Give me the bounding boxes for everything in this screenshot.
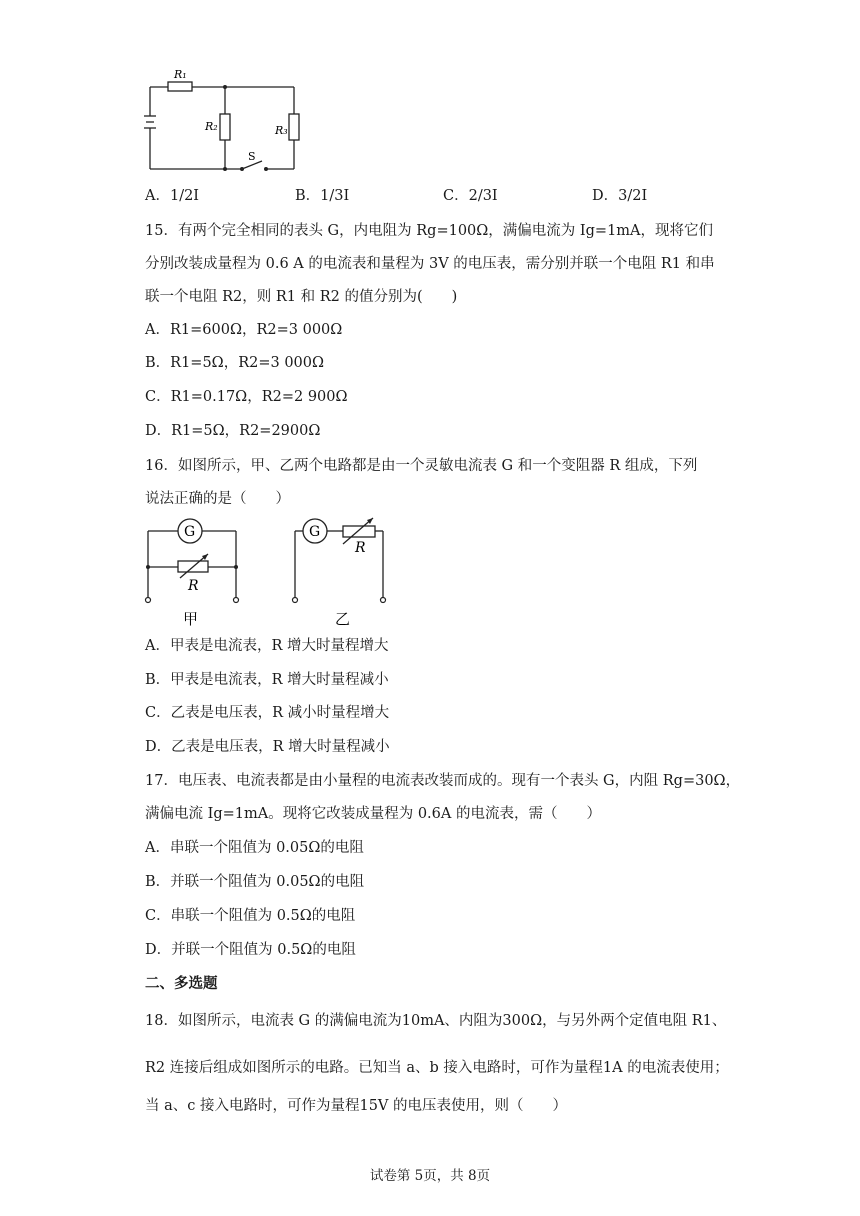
q17-option-c: C．串联一个阻值为 0.5Ω的电阻 (145, 908, 356, 924)
q14-option-d: D．3/2I (592, 188, 648, 204)
q14-option-c: C．2/3I (443, 188, 498, 204)
r-label-jia: R (188, 578, 199, 594)
q15-option-b: B．R1=5Ω，R2=3 000Ω (145, 355, 325, 371)
label-jia: 甲 (183, 610, 199, 628)
q16-option-b: B．甲表是电流表，R 增大时量程减小 (145, 672, 389, 688)
g-label-jia: G (184, 524, 196, 540)
label-r1: R₁ (174, 68, 187, 81)
label-r2: R₂ (205, 120, 218, 133)
q15-option-d: D．R1=5Ω，R2=2900Ω (145, 423, 321, 439)
q17-option-a: A．串联一个阻值为 0.05Ω的电阻 (145, 840, 364, 856)
circuit-diagram-yi (285, 514, 395, 628)
page-footer: 试卷第 5页，共 8页 (369, 1168, 491, 1184)
q16-line-2: 说法正确的是（ ） (145, 491, 290, 507)
q17-line-1: 17．电压表、电流表都是由小量程的电流表改装而成的。现有一个表头 G，内阻 Rg=30Ω， (145, 773, 741, 789)
q18-line-3: 当 a、c 接入电路时，可作为量程15V 的电压表使用，则（ ） (145, 1098, 568, 1114)
q16-option-a: A．甲表是电流表，R 增大时量程增大 (145, 638, 389, 654)
q17-option-d: D．并联一个阻值为 0.5Ω的电阻 (145, 942, 356, 958)
q18-line-1: 18．如图所示，电流表 G 的满偏电流为10mA、内阻为300Ω，与另外两个定值电阻 R1、 (145, 1013, 727, 1029)
q14-option-b: B．1/3I (295, 188, 350, 204)
r-label-yi: R (355, 540, 366, 556)
g-label-yi: G (309, 524, 321, 540)
q15-line-2: 分别改装成量程为 0.6 A 的电流表和量程为 3V 的电压表，需分别并联一个电阻 R1 和串 (145, 256, 715, 272)
q17-line-2: 满偏电流 Ig=1mA。现将它改装成量程为 0.6A 的电流表，需（ ） (145, 806, 601, 822)
q15-line-1: 15．有两个完全相同的表头 G，内电阻为 Rg=100Ω，满偏电流为 Ig=1mA，现将它们 (145, 223, 714, 239)
circuit-diagram-q14 (138, 66, 308, 176)
q17-option-b: B．并联一个阻值为 0.05Ω的电阻 (145, 874, 365, 890)
label-yi: 乙 (335, 610, 351, 628)
label-r3: R₃ (275, 124, 288, 137)
label-s: S (248, 150, 256, 163)
q14-option-a: A．1/2I (145, 188, 200, 204)
q18-line-2: R2 连接后组成如图所示的电路。已知当 a、b 接入电路时，可作为量程1A 的电流表使用； (145, 1060, 729, 1076)
q16-line-1: 16．如图所示，甲、乙两个电路都是由一个灵敏电流表 G 和一个变阻器 R 组成，下列 (145, 458, 698, 474)
q15-option-a: A．R1=600Ω，R2=3 000Ω (145, 322, 343, 338)
q15-option-c: C．R1=0.17Ω，R2=2 900Ω (145, 389, 348, 405)
section-heading: 二、多选题 (145, 975, 218, 992)
q15-line-3: 联一个电阻 R2，则 R1 和 R2 的值分别为( ) (145, 289, 458, 305)
q16-option-c: C．乙表是电压表，R 减小时量程增大 (145, 705, 390, 721)
circuit-diagram-jia (138, 514, 248, 628)
q16-option-d: D．乙表是电压表，R 增大时量程减小 (145, 739, 390, 755)
